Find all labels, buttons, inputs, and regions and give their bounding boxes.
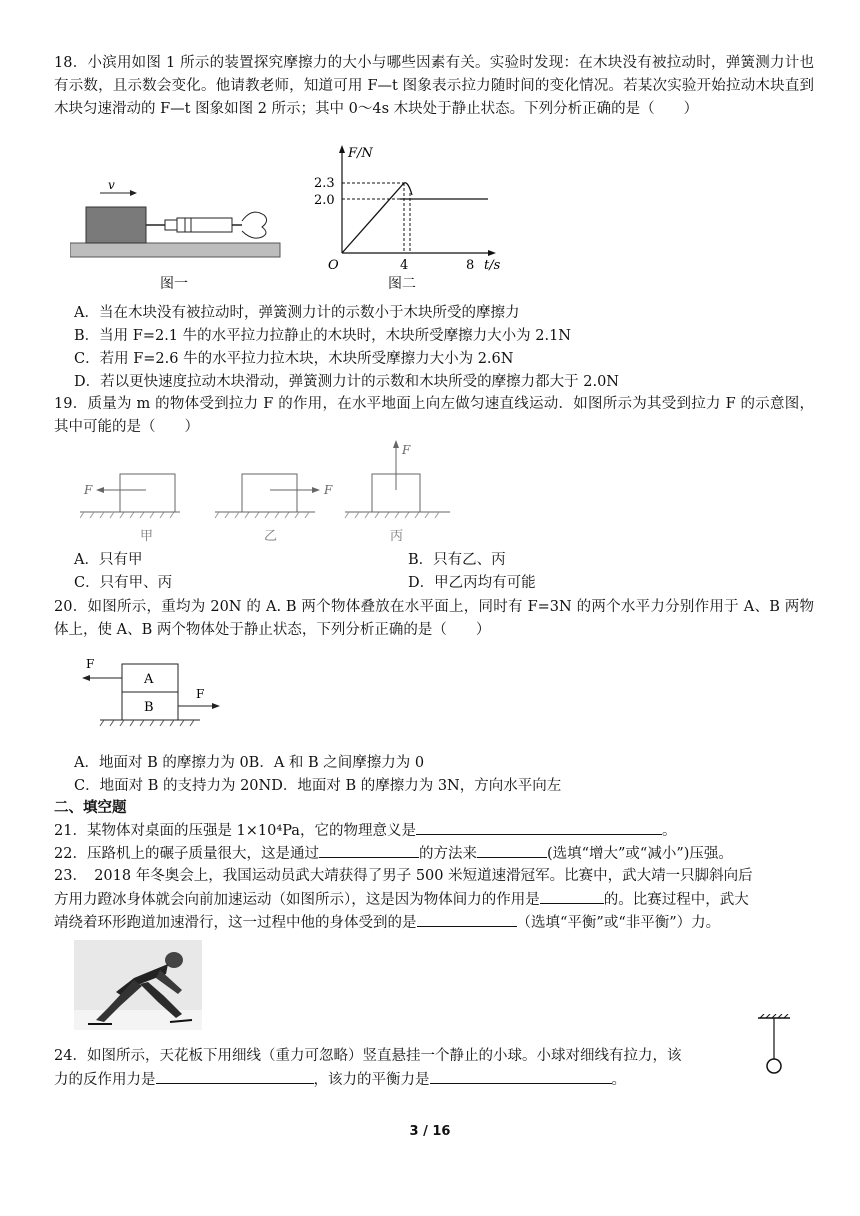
q22: [54, 843, 733, 864]
q24-blank-2[interactable]: [430, 1069, 612, 1084]
force-label-left: F: [86, 657, 95, 671]
block-a-label: A: [144, 672, 154, 687]
speed-skater-photo: [74, 940, 202, 1030]
q24-blank-1[interactable]: [156, 1069, 314, 1084]
q21-blank[interactable]: [416, 820, 662, 835]
x-tick-8: 8: [466, 258, 475, 273]
q23-blank-1[interactable]: [540, 889, 604, 904]
q18-stem: 18．小滨用如图 1 所示的装置探究摩擦力的大小与哪些因素有关。实验时发现：在木块没有被拉动时，弹簧测力计也有示数，且示数会变化。他请教老师，知道可用 F—t 图象表示拉力随时间的变化情况。若某次实验开始拉动木块直到木块匀速滑动的 F—t 图象如图 2 所示；其中 0～4s 木块处于静止状态。下列分析正确的是（ ）: [54, 55, 814, 117]
block-b-label: B: [144, 700, 154, 715]
q19-stem: 19．质量为 m 的物体受到拉力 F 的作用，在水平地面上向左做匀速直线运动．如图所示为其受到拉力 F 的示意图，其中可能的是（ ）: [54, 396, 814, 435]
q19-option-c: C．只有甲、丙: [74, 575, 173, 591]
x-tick-4: 4: [400, 258, 409, 273]
page-number: 3 / 16: [409, 1124, 451, 1139]
y-tick-high: 2.3: [314, 176, 335, 191]
q21: [54, 820, 676, 841]
q23-line3-end: （选填“平衡”或“非平衡”）力。: [516, 915, 721, 931]
q20-stem: 20．如图所示，重均为 20N 的 A. B 两个物体叠放在水平面上，同时有 F=3N 的两个水平力分别作用于 A、B 两物体上，使 A、B 两个物体处于静止状态，下列分析正确的是（ ）: [54, 599, 814, 638]
q19-figures: [80, 432, 460, 542]
caption-jia: 甲: [140, 529, 154, 542]
q23-line2-end: 的。比赛过程中，武大: [603, 892, 749, 908]
q24-line1: 24．如图所示，天花板下用细线（重力可忽略）竖直悬挂一个静止的小球。小球对细线有拉力，该: [54, 1048, 682, 1064]
q18-option-a: A．当在木块没有被拉动时，弹簧测力计的示数小于木块所受的摩擦力: [74, 305, 520, 321]
force-label-bing: F: [402, 443, 411, 457]
q20-options-ab: A．地面对 B 的摩擦力为 0B．A 和 B 之间摩擦力为 0: [74, 755, 425, 771]
q18-figure1: [70, 175, 285, 260]
origin-label: O: [328, 258, 339, 273]
fig1-caption: 图一: [160, 276, 188, 292]
caption-bing: 丙: [390, 529, 404, 542]
section-title-fill-blank: 二、填空题: [54, 800, 127, 816]
y-axis-label: F/N: [348, 146, 373, 161]
q18-ft-graph: [312, 145, 512, 275]
caption-yi: 乙: [264, 529, 278, 542]
q24-line2-mid: ，该力的平衡力是: [313, 1072, 430, 1088]
force-label-right: F: [196, 687, 205, 701]
q23-line1: 23． 2018 年冬奥会上，我国运动员武大靖获得了男子 500 米短道速滑冠军。比赛中，武大靖一只脚斜向后: [54, 868, 753, 884]
force-label-jia: F: [84, 483, 93, 497]
q22-stem: 22．压路机上的碾子质量很大，这是通过: [54, 846, 319, 862]
q18-option-c: C．若用 F=2.6 牛的水平拉力拉木块，木块所受摩擦力大小为 2.6N: [74, 351, 514, 367]
q22-mid: 的方法来: [418, 846, 477, 862]
velocity-label: v: [108, 178, 115, 192]
q23-line2-text: 方用力蹬冰身体就会向前加速运动（如图所示），这是因为物体间力的作用是: [54, 892, 540, 908]
q24-line2: [54, 1069, 626, 1090]
q19-option-b: B．只有乙、丙: [408, 552, 506, 568]
q21-end: 。: [661, 823, 677, 839]
q23-line3-text: 靖绕着环形跑道加速滑行，这一过程中他的身体受到的是: [54, 915, 417, 931]
q22-blank-2[interactable]: [477, 843, 547, 858]
y-tick-low: 2.0: [314, 193, 335, 208]
q24-line2-end: 。: [611, 1072, 626, 1088]
q22-blank-1[interactable]: [319, 843, 419, 858]
q23-blank-2[interactable]: [417, 912, 517, 927]
x-axis-label: t/s: [484, 258, 501, 273]
q23-line3: [54, 912, 720, 933]
q20-figure: [78, 654, 238, 734]
q19-option-d: D．甲乙丙均有可能: [408, 575, 536, 591]
q24-line2-text: 力的反作用力是: [54, 1072, 156, 1088]
q21-stem: 21．某物体对桌面的压强是 1×10⁴Pa，它的物理意义是: [54, 823, 416, 839]
force-label-yi: F: [324, 483, 333, 497]
hanging-ball-figure: [752, 1014, 796, 1076]
q23-line2: [54, 889, 749, 910]
q20-options-cd: C．地面对 B 的支持力为 20ND．地面对 B 的摩擦力为 3N，方向水平向左: [74, 778, 562, 794]
q18-option-d: D．若以更快速度拉动木块滑动，弹簧测力计的示数和木块所受的摩擦力都大于 2.0N: [74, 374, 619, 390]
q18-option-b: B．当用 F=2.1 牛的水平拉力拉静止的木块时，木块所受摩擦力大小为 2.1N: [74, 328, 571, 344]
q19-option-a: A．只有甲: [74, 552, 143, 568]
q22-end: (选填“增大”或“减小”)压强。: [546, 846, 733, 862]
fig2-caption: 图二: [388, 276, 416, 292]
